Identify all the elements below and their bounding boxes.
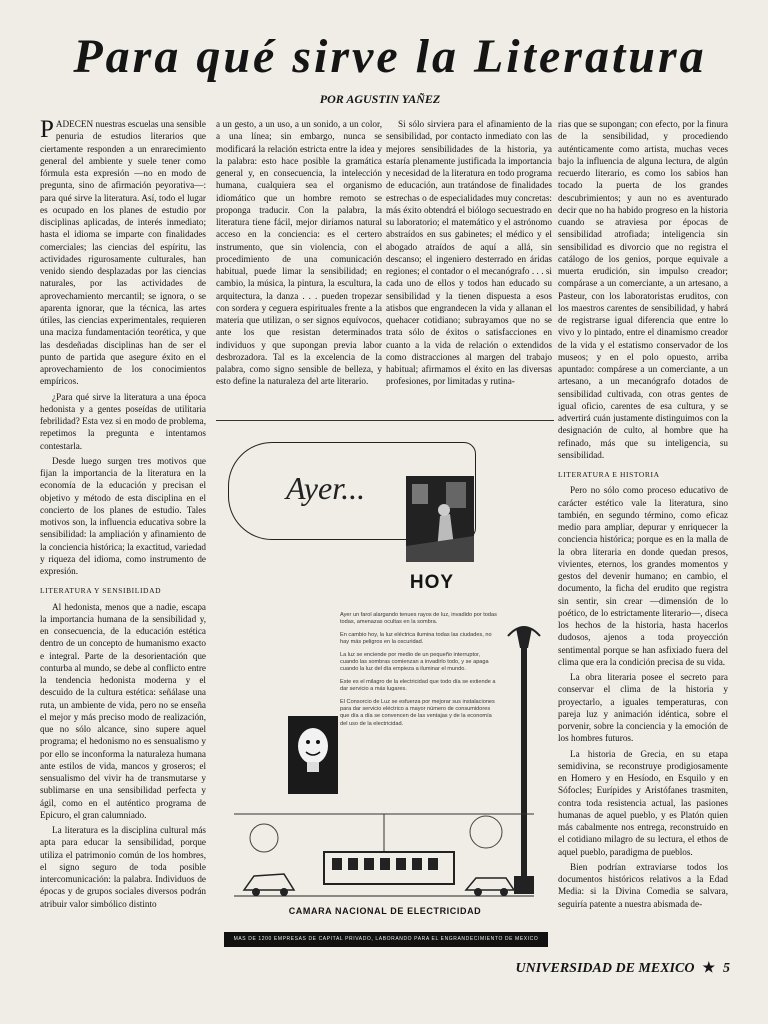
paragraph: Bien podrían extraviarse todos los documentos históricos relativos a la Edad Media: si la Divina Comedia se salvara, seguiría patente a nuestra abismada de- bbox=[558, 861, 728, 909]
article-byline: POR AGUSTIN YAÑEZ bbox=[319, 92, 441, 106]
lightbulb-mascot-icon bbox=[288, 716, 338, 794]
paragraph: Al hedonista, menos que a nadie, escapa la importancia humana de la sensibilidad y, en consecuencia, de la educación estética dentro de un concepto de humanismo exacto e integral. Parte de la desorientación que conturba al mundo, se debe al conflicto entre la tendencia hedonista moderna y el descuido de la cultura estética: señálase una ruta, un ambiente de vida, pero no se enseña el mejor y más preciso modo de realización, que no sólo alcance, sino supere aquel programa; el hedonismo no es sensualismo y por ello se inconforma la naturaleza humana ante estilos de vida, mancos y groseros; el sensualismo del vivir ha de transmutarse y sublimarse en una sensibilidad perfecta y ágil, como en el auténtico programa de Epicuro, el gran calumniado. bbox=[40, 601, 206, 820]
paragraph: Pero no sólo como proceso educativo de carácter estético vale la literatura, sino también, en segundo término, como eficaz medio para ampliar, depurar y enriquecer la conciencia histórica; porque es en la malla de la obra literaria en donde quedan presos, vivientes, eternos, los grandes momentos y gestos del devenir humano; en cambio, el documento, la ficha del erudito que registra sin sentir, sin crear —dimensión de lo poético, de lo estrictamente literario—, diseca los hechos de la historia, hasta hacerlos dudosos, ajenos a toda proyección sentimental porque se han asfixiado fuera del clima que era la condición precisa de su vida. bbox=[558, 485, 728, 667]
article-title: Para qué sirve la Literatura bbox=[73, 30, 707, 83]
text-column-3 bbox=[386, 118, 552, 408]
section-heading-historia: LITERATURA E HISTORIA bbox=[558, 470, 660, 479]
paragraph-text: ADECEN nuestras escuelas una sensible penuria de estudios literarios que ciertamente responden a un enrarecimiento general del ambiente y suele tener como fórmula esta expresión —no en modo de pregunta, sino de afirmación peyorativa—: para qué sirve la literatura. Así, todo el lugar es ocupado en los planes de estudio por disciplinas aplicadas, de interés inmediato; hasta el idioma se imparte con finalidades comerciales; las ciencias del espíritu, las actividades rigurosamente culturales, han venido siendo desplazadas por las ciencias naturales, por las actividades de aprovechamiento mercantil; se ignora, o se aparenta ignorar, que la técnica, las artes útiles, las ciencias experimentales, requieren una maciza fundamentación teorética, y que las desdeñadas disciplinas han de ser el punto de partida que asegure éxito en el aprovechamiento de los conocimientos empíricos. bbox=[40, 119, 206, 387]
ad-copy-paragraph: En cambio hoy, la luz eléctrica ilumina todas las ciudades, no hay más peligros en la oscuridad. bbox=[340, 631, 492, 646]
ad-copy-paragraph: Este es el milagro de la electricidad que todo día se extiende a dar servicio a más lugares. bbox=[340, 678, 496, 693]
paragraph: Desde luego surgen tres motivos que fijan la importancia de la literatura en la economía de la educación y precisan el objetivo y método de esta disciplina en el concierto de los planes de estudio. Tales motivos son, la influencia educativa sobre la sensibilidad: la ampliación y afinamiento de la conciencia histórica; la exactitud, variedad y riqueza del idioma, como instrumento de expresión. bbox=[40, 455, 206, 576]
advertiser-name: CAMARA NACIONAL DE ELECTRICIDAD bbox=[288, 906, 482, 916]
text-column-2 bbox=[216, 118, 382, 408]
paragraph: Si sólo sirviera para el afinamiento de la sensibilidad, por contacto inmediato con las mejores sensibilidades de la historia, ya estaría plenamente justificada la importancia y necesidad de la literatura en todo programa de educación, aun tratándose de finalidades estrechas o de especialidades muy concretas: más éxito obtendrá el biólogo secuestrado en su laboratorio; el matemático y el astrónomo abstraídos en sus gabinetes; el médico y el abogado atraídos de aquí a allá, sin descanso; el ingeniero desterrado en áridas regiones; el contador o el mecanógrafo . . . si cada uno de ellos y todos han educado su sensibilidad y la tienen dispuesta a esos atisbos que engrandecen la vida y allanan el quehacer cotidiano; subrayamos que no se trata sólo de éxitos o satisfacciones en cuanto a la vida de relación o extendidos como distracciones al margen del trabajo habitual; afirmamos el éxito en las diversas profesiones, por limitadas y rutina- bbox=[386, 119, 552, 387]
ad-copy-paragraph: La luz se enciende por medio de un pequeño interruptor, cuando las sombras comienzan a invadirlo todo, y se apaga cuando la luz del día empieza a iluminar el mundo. bbox=[340, 651, 489, 673]
hoy-heading: HOY bbox=[409, 572, 455, 593]
paragraph: rias que se supongan; con efecto, por la finura de la sensibilidad, y procediendo auténticamente como artista, muchas veces bajo la influencia de alguna lectura, de algún recuerdo literario, es como los sabios han tocado la puerta de los grandes descubrimientos; y aun no es aventurado decir que no ha habido progreso en la historia cuando se atraviesa por épocas de sensibilidad atrofiada; inteligencia sin sensibilidad es divorcio que no registra el catálogo de los genios, porque equivale a muerta erudición, sin impulso creador; compárase a un comerciante, a un artesano, a Pasteur, con los laboratoristas eruditos, con los maestros carentes de sensibilidad, y habrá de registrarse igual diferencia que entre lo vivo y lo pintado, entre el dinamismo creador de la vida y el estatismo conservador de los museos; y en el polo opuesto, arriba apuntado: compárese a un comerciante, a un artesano, a un mecanógrafo dotados de sensibilidad cultivada, con otras gentes de igual oficio, carentes de esa cultura, y se advertirá cuán justamente distinguimos con la designación de culto, al hombre que ha refinado, más que su inteligencia, su sensibilidad. bbox=[558, 119, 728, 460]
electricity-advertisement bbox=[216, 428, 554, 948]
ayer-heading: Ayer... bbox=[286, 470, 366, 506]
drop-cap: P bbox=[40, 118, 54, 143]
paragraph: ¿Para qué sirve la literatura a una época hedonista y a gentes poseídas de utilitaria febrilidad? Esta vez si en modo de problema, repetimos la pregunta e intentamos contestarla. bbox=[40, 391, 206, 451]
page-footer bbox=[500, 960, 730, 977]
ad-copy bbox=[340, 612, 500, 733]
paragraph: La literatura es la disciplina cultural más apta para educar la sensibilidad, porque utiliza el patrimonio común de los hombres, el signo seguro de toda posible intercomunicación: la palabra. Individuos de épocas y de grupos sociales diversos podrán atribuir valor simbólico distinto bbox=[40, 825, 206, 909]
text-column-1 bbox=[40, 118, 206, 961]
paragraph: La obra literaria posee el secreto para conservar el clima de la historia y proyectarlo, a iguales temperaturas, con pareja luz y animación idéntica, sobre el porvenir, sobre la conciencia y la emoción de los hombres futuros. bbox=[558, 672, 728, 744]
star-icon: ★ bbox=[702, 961, 715, 976]
advertiser-tagline-bar: MAS DE 1200 EMPRESAS DE CAPITAL PRIVADO, LABORANDO PARA EL ENGRANDECIMIENTO DE MEXICO bbox=[224, 932, 548, 947]
page-number: 5 bbox=[723, 961, 730, 976]
opening-paragraph bbox=[40, 118, 206, 388]
ad-copy-paragraph: El Consorcio de Luz se esfuerza por mejorar sus instalaciones para dar servicio eléctrico a mayor número de consumidores que día a día se convencen de las ventajas y de la economía del uso de la electricidad. bbox=[340, 698, 495, 727]
ad-copy-paragraph: Ayer un farol alargando tenues rayos de luz, invadido por todas todas, amenazas ocultas en la sombra. bbox=[340, 612, 497, 626]
paragraph: La historia de Grecia, en su etapa semidivina, se reconstruye prodigiosamente en Homero y en Hesíodo, en Esquilo y en Sófocles; Eurípides y Aristófanes trasmiten, contra toda resistencia actual, las pasiones humanas de aquel pueblo, y es Platón quien más cabalmente nos entrega, reconstruido en el cotidiano milagro de su lectura, el ethos de aquel pueblo, paradigma de pueblos. bbox=[558, 748, 728, 857]
text-column-4 bbox=[558, 118, 728, 961]
section-heading-sensibilidad: LITERATURA Y SENSIBILIDAD bbox=[40, 586, 162, 596]
publication-name: UNIVERSIDAD DE MEXICO bbox=[515, 961, 695, 976]
woodcut-illustration bbox=[406, 476, 474, 562]
streetcar-illustration bbox=[234, 808, 534, 898]
divider-rule bbox=[216, 420, 554, 421]
paragraph: a un gesto, a un uso, a un sonido, a un color, a una línea; sin embargo, nunca se modificará la relación estricta entre la idea y la palabra: esto hace posible la gramática general y, en consecuencia, la intelección humana, cualquiera sea el organismo idiomático que un hombre remoto se proponga traducir. Con la palabra, la literatura tiene fácil, mejor diríamos natural acceso en la conciencia: es el certero instrumento, que sin violencia, con el procedimiento de una comunicación habitual, puede limar la sensibilidad; en cambio, la música, la pintura, la escultura, la arquitectura, la danza . . . pueden tropezar con sordera y ceguera espirituales frente a la materia que utilizan, o ser signos equívocos, ante los que resistan determinados individuos y que supongan previa labor desbrozadora. Tal es la excelencia de la palabra, como signo sensible de belleza, y esto define la naturaleza del arte literario. bbox=[216, 119, 382, 387]
